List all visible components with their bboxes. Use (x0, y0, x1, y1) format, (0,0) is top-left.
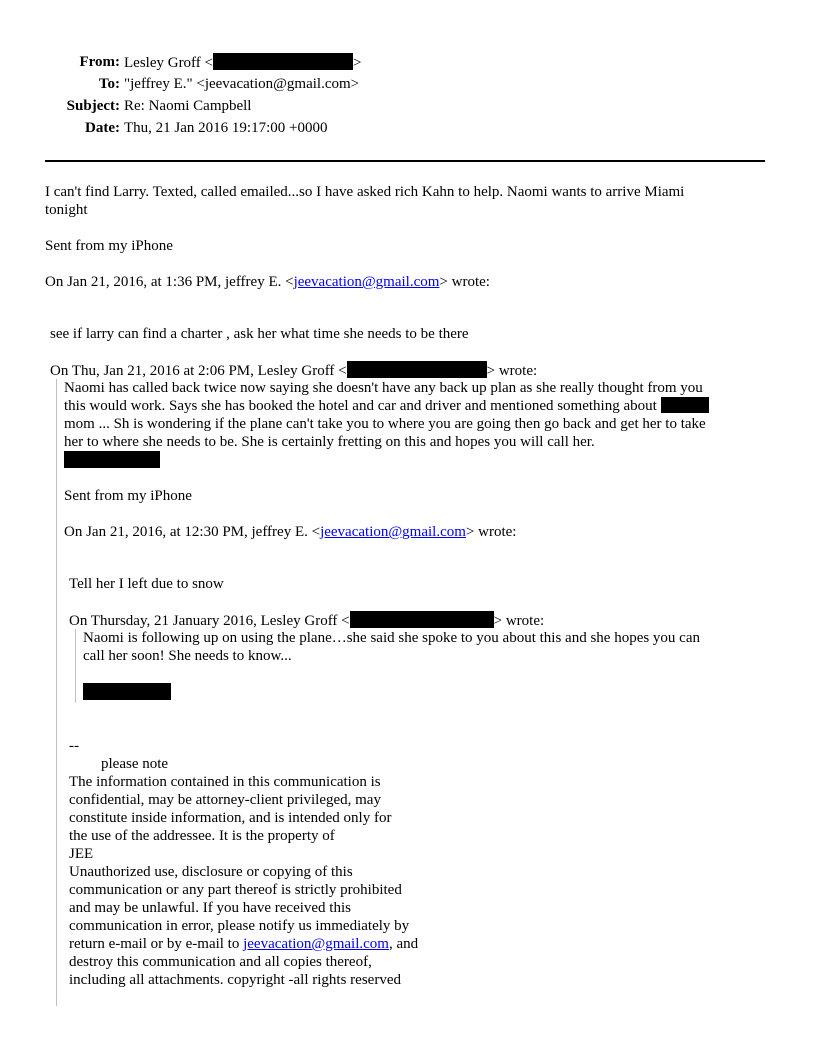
quote3-email-link[interactable]: jeevacation@gmail.com (320, 524, 466, 540)
disclaimer-line: communication in error, please notify us immediately by (69, 918, 410, 934)
disclaimer-line: and may be unlawful. If you have received this (69, 900, 351, 916)
redaction-block (64, 451, 160, 468)
to-label: To: (98, 76, 120, 92)
quote-header-4 (69, 611, 544, 630)
body-line-2: tonight (45, 202, 88, 218)
disc-email-pre: return e-mail or by e-mail to (69, 936, 244, 952)
quote-header-2 (50, 361, 537, 380)
quote2-post: > wrote: (486, 363, 538, 379)
disclaimer-line: confidential, may be attorney-client privileged, may (69, 792, 381, 808)
redaction-block (350, 611, 494, 628)
signature-redaction-2 (83, 683, 171, 702)
quote4-line-1: Naomi is following up on using the plane…she said she spoke to you about this and she hopes you can (83, 630, 700, 646)
quote4-pre: On Thursday, 21 January 2016, Lesley Groff < (69, 613, 350, 629)
quote1-pre: On Jan 21, 2016, at 1:36 PM, jeffrey E. < (45, 274, 294, 290)
disclaimer-line: Unauthorized use, disclosure or copying of this (69, 864, 353, 880)
disc-email-post: , and (388, 936, 419, 952)
quote1-post: > wrote: (439, 274, 490, 290)
date-value: Thu, 21 Jan 2016 19:17:00 +0000 (124, 120, 328, 136)
quote-bar-inner (75, 629, 76, 703)
body-line-1: I can't find Larry. Texted, called emailed...so I have asked rich Kahn to help. Naomi wants to arrive Miami (45, 184, 685, 200)
from-name: Lesley Groff < (124, 55, 213, 71)
quote3-post: > wrote: (465, 524, 517, 540)
redaction-block (661, 397, 709, 413)
quote-header-1 (45, 273, 490, 291)
quote4-post: > wrote: (493, 613, 545, 629)
signature-dash: -- (69, 738, 79, 754)
quote2-line-2 (64, 397, 709, 415)
disclaimer-line: The information contained in this communication is (69, 774, 381, 790)
header-divider (45, 160, 765, 162)
quote2-line-1: Naomi has called back twice now saying she doesn't have any back up plan as she really thought from you (64, 380, 703, 396)
reply-2: Tell her I left due to snow (69, 576, 224, 592)
header-date (0, 119, 816, 137)
sent-from-iphone: Sent from my iPhone (45, 238, 173, 254)
reply-1: see if larry can find a charter , ask her what time she needs to be there (50, 326, 469, 342)
quote2-pre: On Thu, Jan 21, 2016 at 2:06 PM, Lesley Groff < (50, 363, 347, 379)
signature-redaction (64, 451, 160, 470)
redaction-block (213, 53, 353, 70)
subject-value: Re: Naomi Campbell (124, 98, 252, 114)
to-value: "jeffrey E." <jeevacation@gmail.com> (124, 76, 360, 92)
disclaimer-line: constitute inside information, and is intended only for (69, 810, 392, 826)
redaction-block (83, 683, 171, 700)
from-value (124, 53, 361, 72)
quote2-line-4: her to where she needs to be. She is certainly fretting on this and hopes you will call her. (64, 434, 595, 450)
quote3-pre: On Jan 21, 2016, at 12:30 PM, jeffrey E. < (64, 524, 321, 540)
quote1-email-link[interactable]: jeevacation@gmail.com (293, 274, 440, 290)
from-close: > (353, 55, 362, 71)
sent-from-iphone-2: Sent from my iPhone (64, 488, 192, 504)
quote4-line-2: call her soon! She needs to know... (83, 648, 292, 664)
header-to (0, 75, 816, 93)
disclaimer-line: destroy this communication and all copies thereof, (69, 954, 372, 970)
disclaimer-line: communication or any part thereof is strictly prohibited (69, 882, 402, 898)
from-label: From: (79, 54, 120, 70)
disclaimer-email-line (69, 935, 418, 953)
header-from (0, 53, 816, 71)
redaction-block (347, 361, 487, 378)
quote-bar-outer (56, 379, 57, 1006)
quote2-line-2-text: this would work. Says she has booked the hotel and car and driver and mentioned something about (64, 398, 657, 414)
disclaimer-line: including all attachments. copyright -all rights reserved (69, 972, 401, 988)
disclaimer-email-link[interactable]: jeevacation@gmail.com (243, 936, 389, 952)
quote-header-3 (64, 523, 516, 541)
disclaimer-line: the use of the addressee. It is the property of (69, 828, 335, 844)
date-label: Date: (85, 120, 120, 136)
disclaimer-line: JEE (69, 846, 94, 862)
quote2-line-3: mom ... Sh is wondering if the plane can't take you to where you are going then go back and get her to take (64, 416, 706, 432)
subject-label: Subject: (66, 98, 120, 114)
header-subject (0, 97, 816, 115)
signature-note: please note (101, 756, 169, 772)
